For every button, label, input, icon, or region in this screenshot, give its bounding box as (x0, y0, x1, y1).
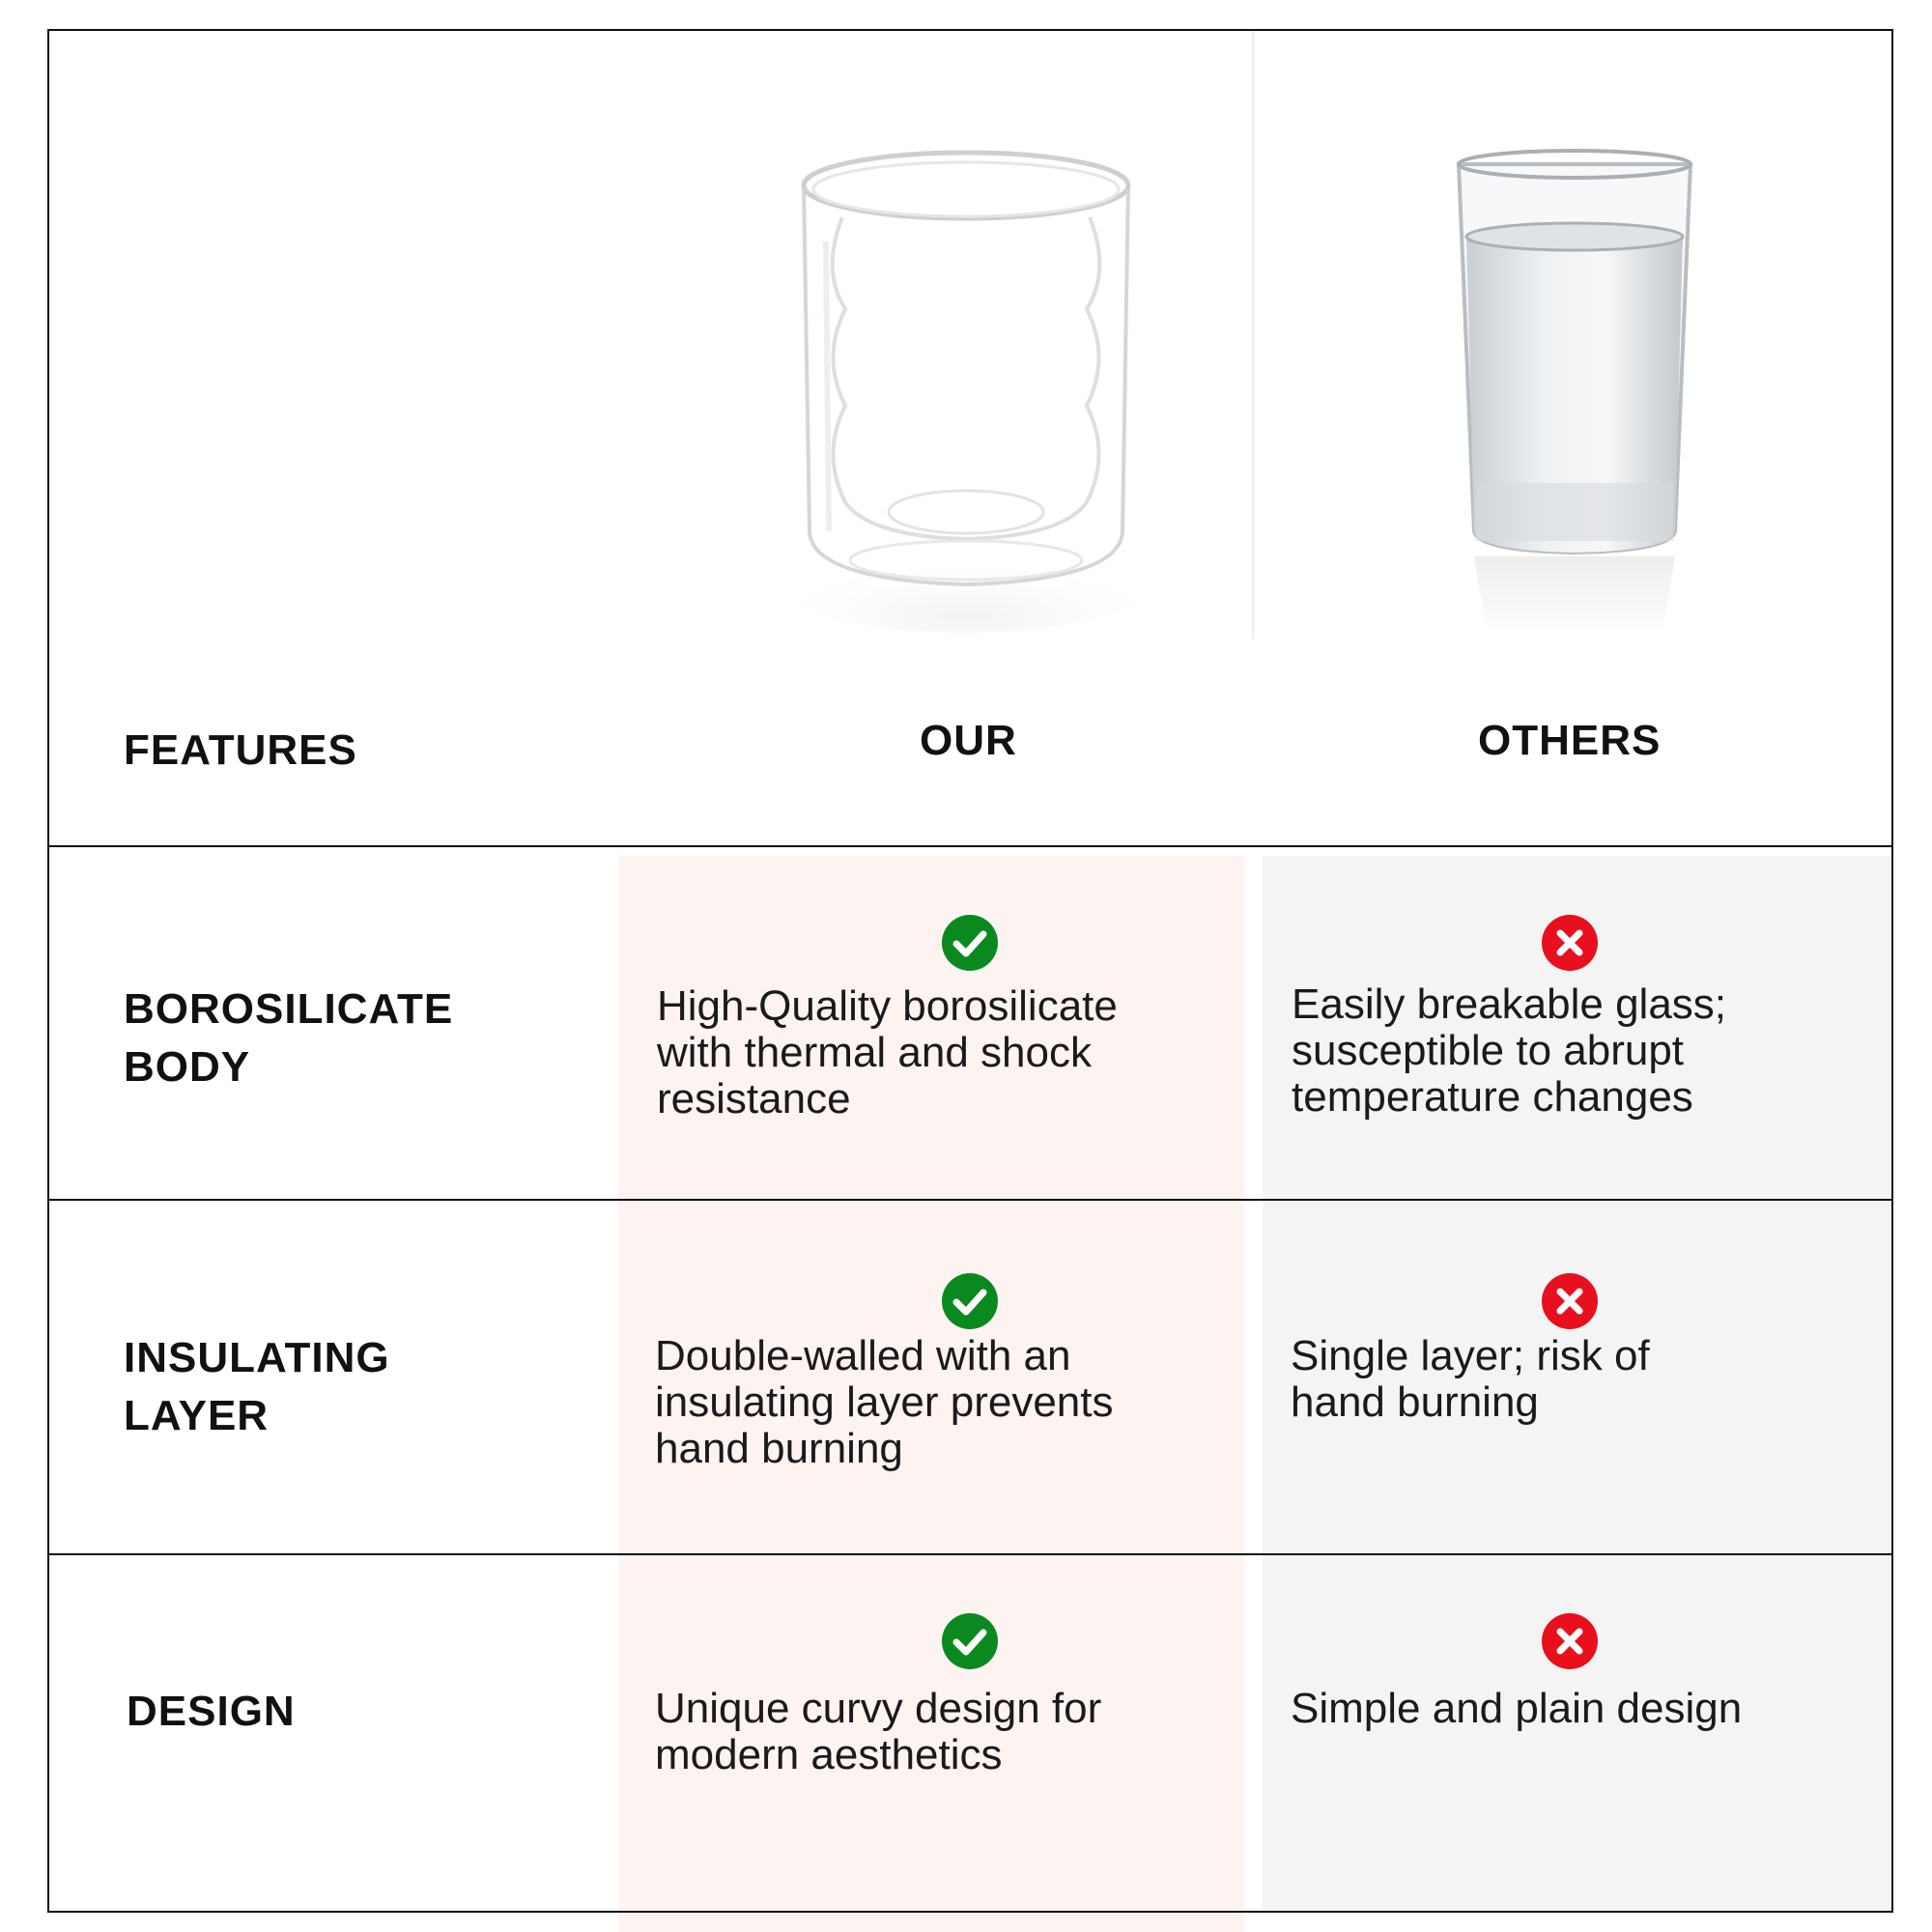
others-glass-image (1439, 135, 1710, 657)
features-header: FEATURES (124, 726, 357, 774)
feature-insulating-layer: INSULATING LAYER (124, 1334, 390, 1439)
x-icon (1542, 1613, 1598, 1669)
others-borosilicate-text: Easily breakable glass; susceptible to abrupt temperature changes (1292, 980, 1727, 1121)
our-insulating-text: Double-walled with an insulating layer prevents hand burning (655, 1332, 1114, 1472)
feature-borosilicate-body: BOROSILICATE BODY (124, 985, 454, 1091)
our-glass-image (753, 126, 1179, 647)
x-icon (1542, 1273, 1598, 1329)
our-design-text: Unique curvy design for modern aesthetics (655, 1685, 1102, 1778)
others-insulating-text: Single layer; risk of hand burning (1291, 1332, 1650, 1426)
others-header: OTHERS (1478, 717, 1662, 764)
others-design-text: Simple and plain design (1291, 1685, 1743, 1732)
row-divider-2 (47, 1553, 1893, 1555)
our-header: OUR (920, 717, 1017, 764)
x-icon (1542, 915, 1598, 971)
row-divider-1 (47, 1199, 1893, 1201)
check-icon (942, 1613, 998, 1669)
feature-design: DESIGN (127, 1688, 296, 1735)
our-borosilicate-text: High-Quality borosilicate with thermal and shock resistance (657, 982, 1118, 1122)
image-column-separator (1252, 31, 1254, 639)
header-divider (47, 845, 1893, 847)
check-icon (942, 1273, 998, 1329)
check-icon (942, 915, 998, 971)
